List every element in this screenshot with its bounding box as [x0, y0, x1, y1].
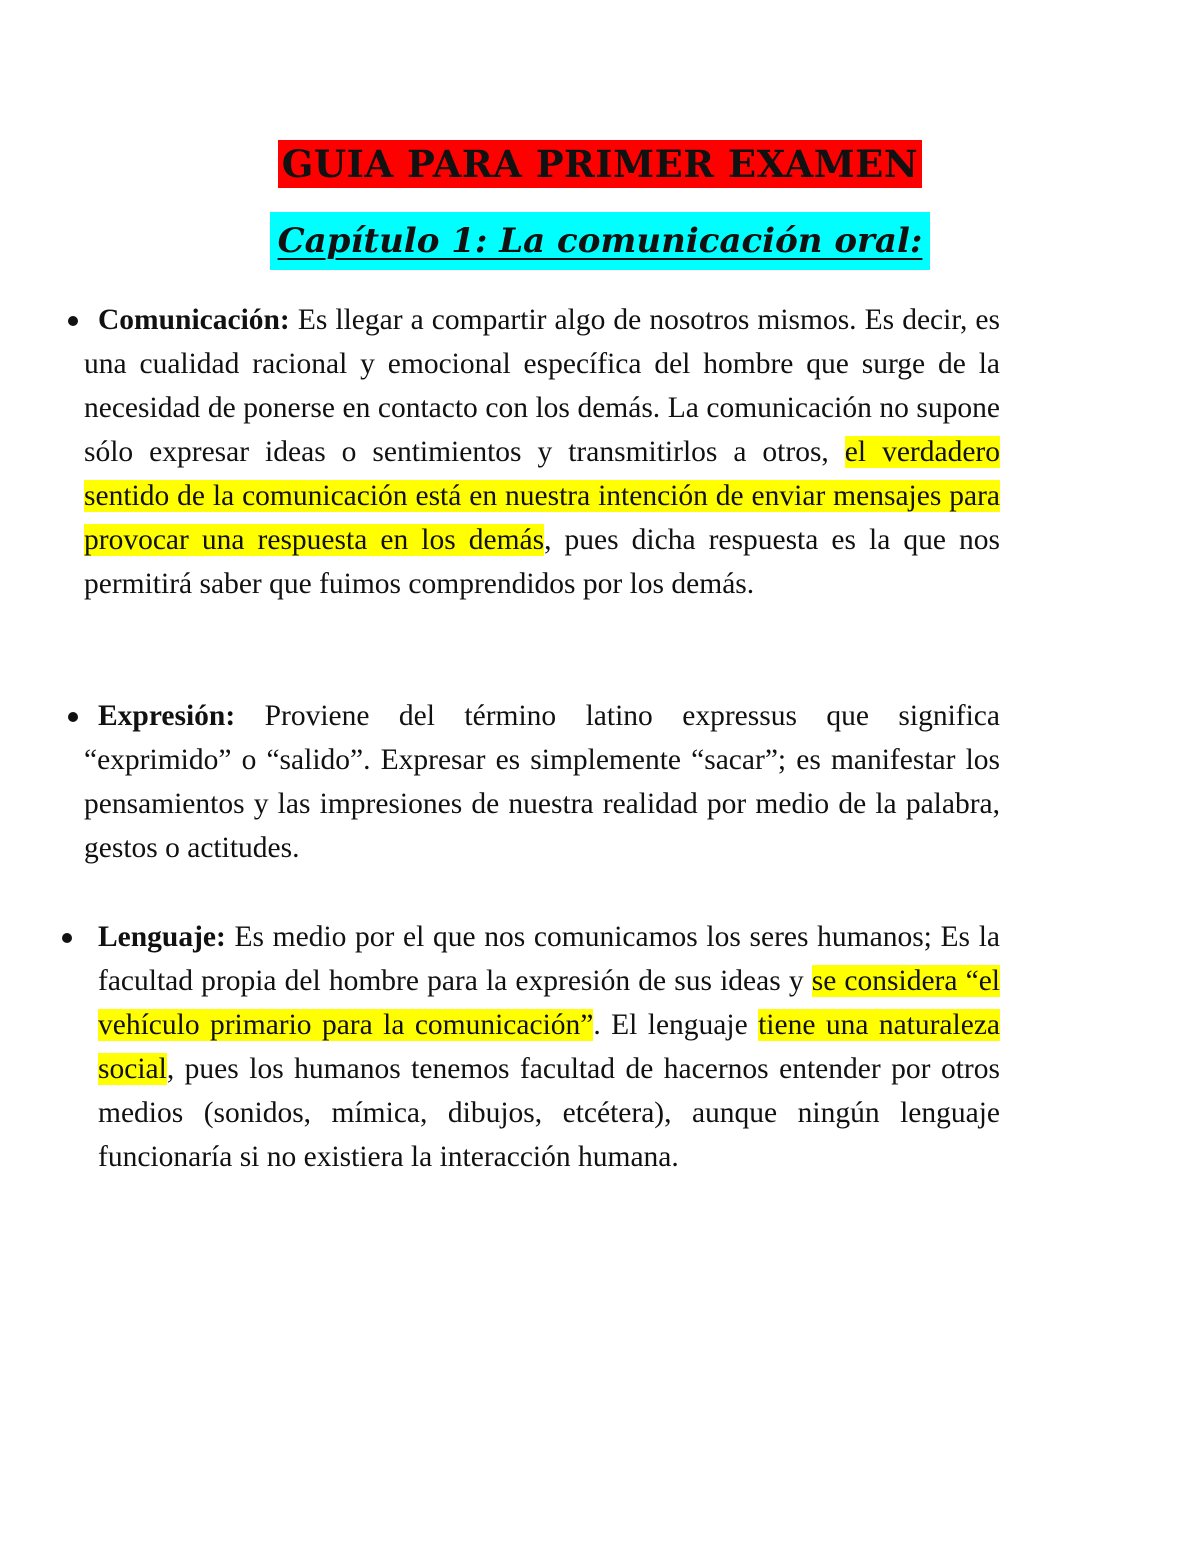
chapter-subtitle: Capítulo 1: La comunicación oral:	[270, 212, 931, 270]
title-container	[0, 140, 1200, 188]
document-title: GUIA PARA PRIMER EXAMEN	[278, 140, 922, 188]
bullet-icon	[62, 933, 72, 943]
item-text: Es llegar a compartir algo de nosotros mismos. Es decir, es una cualidad racional y emocional específica del hombre que surge de la necesidad de ponerse en contacto con los demás. La comunicación no supone sólo expresar ideas o sentimientos y transmitirlos a otros,	[84, 304, 1000, 468]
highlighted-text: el verdadero sentido de la comunicación está en nuestra intención de enviar mensajes para provocar una respuesta en los demás	[84, 436, 1001, 556]
highlighted-text: tiene una naturaleza social	[98, 1009, 1001, 1085]
item-text: . El lenguaje	[593, 1009, 759, 1041]
highlighted-text: se considera “el vehículo primario para la comunicación”	[98, 965, 1000, 1041]
item-text: Proviene del término latino expressus que significa “exprimido” o “salido”. Expresar es simplemente “sacar”; es manifestar los pensamientos y las impresiones de nuestra realidad por medio de la palabra, gestos o actitudes.	[84, 700, 1000, 864]
subtitle-container	[0, 212, 1200, 270]
item-term: Lenguaje:	[98, 921, 226, 953]
list-item-expresion	[84, 694, 1000, 870]
item-paragraph	[84, 694, 1000, 870]
item-paragraph	[98, 915, 1000, 1179]
item-text: , pues dicha respuesta es la que nos permitirá saber que fuimos comprendidos por los demás.	[84, 524, 1000, 600]
item-term: Expresión:	[98, 700, 236, 732]
list-item-comunicacion	[84, 298, 1000, 606]
item-paragraph	[84, 298, 1000, 606]
item-text: Es medio por el que nos comunicamos los seres humanos; Es la facultad propia del hombre para la expresión de sus ideas y	[98, 921, 1000, 997]
item-text: , pues los humanos tenemos facultad de hacernos entender por otros medios (sonidos, mímica, dibujos, etcétera), aunque ningún lenguaje funcionaría si no existiera la interacción humana.	[98, 1053, 1000, 1173]
item-term: Comunicación:	[98, 304, 290, 336]
bullet-icon	[68, 316, 78, 326]
bullet-icon	[68, 712, 78, 722]
list-item-lenguaje	[98, 915, 1000, 1179]
